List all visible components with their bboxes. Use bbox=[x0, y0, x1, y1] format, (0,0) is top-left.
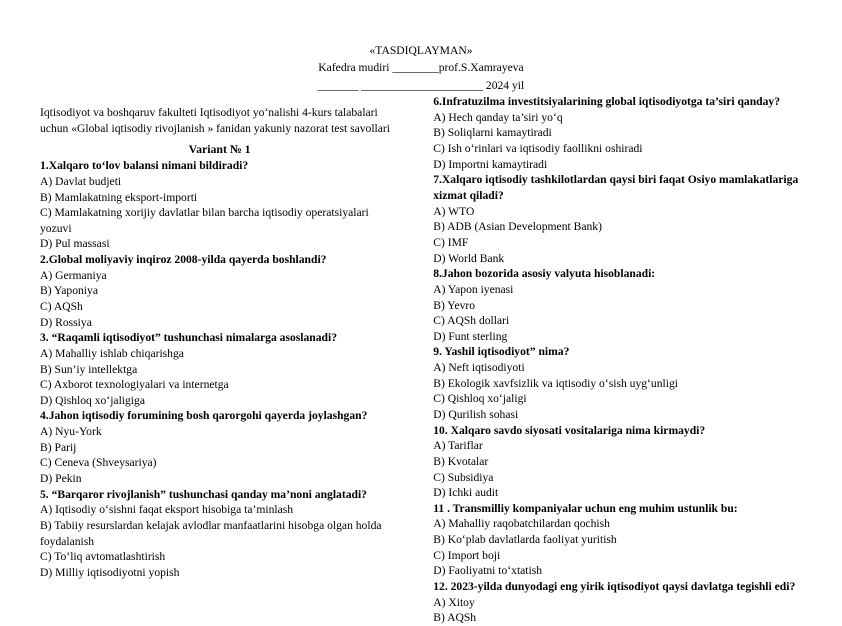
question-block bbox=[433, 423, 802, 501]
answer-option: D) Funt sterling bbox=[433, 329, 508, 343]
answer-option: C) Import boji bbox=[433, 548, 501, 562]
question-text: 8.Jahon bozorida asosiy valyuta hisoblanadi: bbox=[433, 267, 656, 281]
variant-title: Variant № 1 bbox=[188, 142, 251, 157]
answer-option: D) World Bank bbox=[433, 251, 505, 265]
answer-option: D) Ichki audit bbox=[433, 486, 499, 500]
answer-option: D) Pul massasi bbox=[40, 237, 110, 251]
question-block bbox=[40, 487, 399, 581]
left-column bbox=[40, 94, 399, 580]
answer-option: C) AQSh bbox=[40, 300, 83, 313]
question-text: 6.Infratuzilma investitsiyalarining global iqtisodiyotga ta’siri qanday? bbox=[433, 95, 780, 109]
answer-option: C) Mamlakatning xorijiy davlatlar bilan barcha iqtisodiy operatsiyalari yozuvi bbox=[40, 206, 369, 235]
question-text: 12. 2023-yilda dunyodagi eng yirik iqtisodiyot qaysi davlatga tegishli edi? bbox=[433, 580, 796, 594]
question-block bbox=[40, 158, 399, 252]
question-text: 7.Xalqaro iqtisodiy tashkilotlardan qaysi biri faqat Osiyo mamlakatlariga xizmat qiladi? bbox=[433, 173, 799, 203]
question-text: 9. Yashil iqtisodiyot” nima? bbox=[433, 345, 570, 359]
answer-option: A) Germaniya bbox=[40, 268, 107, 282]
answer-option: B) Tabiiy resurslardan kelajak avlodlar manfaatlarini hisobga olgan holda foydalanish bbox=[40, 518, 382, 548]
question-block bbox=[433, 344, 802, 422]
answer-option: A) Mahalliy raqobatchilardan qochish bbox=[433, 517, 610, 531]
answer-option: A) Nyu-York bbox=[40, 425, 102, 439]
answer-option: B) Ekologik xavfsizlik va iqtisodiy o‘sish uyg‘unligi bbox=[433, 376, 678, 390]
question-text: 2.Global moliyaviy inqiroz 2008-yilda qayerda boshlandi? bbox=[40, 253, 327, 267]
answer-option: D) Faoliyatni to‘xtatish bbox=[433, 564, 543, 578]
answer-option: A) WTO bbox=[433, 204, 475, 218]
answer-option: D) Qurilish sohasi bbox=[433, 407, 519, 421]
question-text: 4.Jahon iqtisodiy forumining bosh qarorgohi qayerda joylashgan? bbox=[40, 409, 368, 423]
question-text: 1.Xalqaro to‘lov balansi nimani bildiradi? bbox=[40, 159, 249, 173]
answer-option: B) Sun’iy intellektga bbox=[40, 362, 138, 376]
answer-option: D) Rossiya bbox=[40, 315, 92, 329]
question-text: 3. “Raqamli iqtisodiyot” tushunchasi nimalarga asoslanadi? bbox=[40, 331, 337, 345]
answer-option: A) Yapon iyenasi bbox=[433, 282, 514, 296]
question-block bbox=[40, 252, 399, 330]
question-text: 5. “Barqaror rivojlanish” tushunchasi qanday ma’noni anglatadi? bbox=[40, 487, 367, 501]
answer-option: B) Ko‘plab davlatlarda faoliyat yuritish bbox=[433, 533, 617, 547]
content-columns bbox=[40, 94, 802, 626]
answer-option: B) ADB (Asian Development Bank) bbox=[433, 220, 602, 234]
answer-option: B) AQSh bbox=[433, 611, 477, 625]
answer-option: A) Neft iqtisodiyoti bbox=[433, 361, 525, 375]
answer-option: B) Parij bbox=[40, 440, 77, 454]
answer-option: C) Qishloq xo‘jaligi bbox=[433, 392, 527, 406]
answer-option: C) Ceneva (Shveysariya) bbox=[40, 456, 157, 470]
question-block bbox=[40, 330, 399, 408]
answer-option: A) Iqtisodiy o‘sishni faqat eksport hisobiga ta’minlash bbox=[40, 503, 294, 517]
answer-option: C) IMF bbox=[433, 235, 469, 249]
question-block bbox=[433, 266, 802, 344]
approval-line: «TASDIQLAYMAN» bbox=[369, 44, 473, 57]
date-line: _______ _____________________ 2024 yil bbox=[317, 78, 525, 92]
answer-option: A) Davlat budjeti bbox=[40, 174, 122, 188]
department-head-line: Kafedra mudiri ________prof.S.Xamrayeva bbox=[318, 61, 524, 75]
answer-option: C) Subsidiya bbox=[433, 470, 494, 484]
answer-option: B) Soliqlarni kamaytiradi bbox=[433, 126, 552, 140]
answer-option: B) Mamlakatning eksport-importi bbox=[40, 190, 198, 204]
question-block bbox=[433, 579, 802, 626]
answer-option: C) Ish o‘rinlari va iqtisodiy faollikni oshiradi bbox=[433, 142, 643, 156]
answer-option: D) Qishloq xo‘jaligiga bbox=[40, 393, 145, 407]
question-block bbox=[433, 172, 802, 266]
question-text: 11 . Transmilliy kompaniyalar uchun eng muhim ustunlik bu: bbox=[433, 501, 738, 515]
answer-option: A) Xitoy bbox=[433, 595, 475, 609]
right-column bbox=[433, 94, 802, 626]
question-text: 10. Xalqaro savdo siyosati vositalariga nima kirmaydi? bbox=[433, 423, 706, 437]
answer-option: A) Tariflar bbox=[433, 439, 483, 453]
question-block bbox=[433, 501, 802, 579]
answer-option: D) Importni kamaytiradi bbox=[433, 157, 548, 171]
answer-option: A) Hech qanday ta’siri yo‘q bbox=[433, 110, 563, 124]
answer-option: B) Kvotalar bbox=[433, 454, 489, 468]
answer-option: C) Axborot texnologiyalari va internetga bbox=[40, 378, 229, 392]
answer-option: B) Yaponiya bbox=[40, 284, 98, 298]
question-block bbox=[40, 408, 399, 486]
answer-option: D) Milliy iqtisodiyotni yopish bbox=[40, 565, 180, 579]
answer-option: B) Yevro bbox=[433, 298, 476, 312]
answer-option: C) To‘liq avtomatlashtirish bbox=[40, 550, 166, 564]
answer-option: D) Pekin bbox=[40, 472, 82, 486]
answer-option: C) AQSh dollari bbox=[433, 314, 510, 328]
answer-option: A) Mahalliy ishlab chiqarishga bbox=[40, 346, 184, 360]
question-block bbox=[433, 94, 802, 172]
intro-paragraph: Iqtisodiyot va boshqaruv fakulteti Iqtisodiyot yo‘nalishi 4-kurs talabalari uchun «Global iqtisodiy rivojlanish » fanidan yakuniy nazorat test savollari bbox=[40, 106, 390, 136]
